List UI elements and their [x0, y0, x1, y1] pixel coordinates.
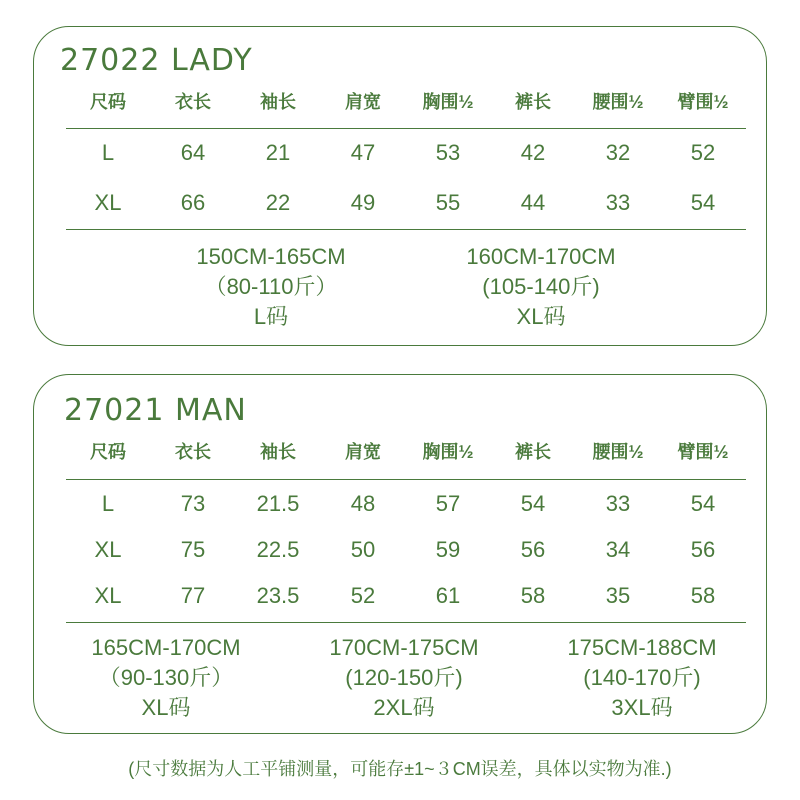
cell: 58: [690, 583, 716, 608]
header-arm: 臂围½: [677, 92, 729, 112]
cell: 22.5: [256, 537, 300, 562]
cell: 55: [435, 190, 461, 215]
cell: 32: [605, 140, 631, 165]
cell: 33: [605, 190, 631, 215]
cell: 54: [690, 491, 716, 516]
cell: 52: [350, 583, 376, 608]
fit-weight: （80-110斤）: [204, 274, 338, 299]
man-fit-xl: [46, 633, 286, 723]
cell: 35: [605, 583, 631, 608]
cell: 58: [520, 583, 546, 608]
cell: 48: [350, 491, 376, 516]
cell: 56: [520, 537, 546, 562]
header-chest: 胸围½: [422, 92, 474, 112]
header-size: 尺码: [90, 92, 126, 112]
cell: 54: [520, 491, 546, 516]
header-size: 尺码: [90, 442, 126, 462]
fit-weight: (120-150斤): [345, 665, 463, 690]
fit-size: L码: [253, 304, 289, 329]
cell: 75: [180, 537, 206, 562]
table-row: [34, 188, 768, 218]
cell: 56: [690, 537, 716, 562]
man-header-divider: [66, 479, 746, 480]
cell: 21: [265, 140, 291, 165]
cell: 44: [520, 190, 546, 215]
cell: 42: [520, 140, 546, 165]
cell: 59: [435, 537, 461, 562]
cell: 54: [690, 190, 716, 215]
cell: 22: [265, 190, 291, 215]
cell: 73: [180, 491, 206, 516]
fit-height: 175CM-188CM: [567, 635, 717, 660]
cell: 52: [690, 140, 716, 165]
header-pants: 裤长: [515, 442, 551, 462]
lady-card-title: 27022 LADY: [60, 43, 253, 78]
fit-height: 150CM-165CM: [196, 244, 346, 269]
cell: 64: [180, 140, 206, 165]
cell: 66: [180, 190, 206, 215]
fit-weight: (140-170斤): [583, 665, 701, 690]
cell: 57: [435, 491, 461, 516]
cell: 47: [350, 140, 376, 165]
measurement-disclaimer: (尺寸数据为人工平铺测量，可能存±1~３CM误差，具体以实物为准.): [128, 759, 672, 779]
cell: XL: [94, 583, 122, 608]
man-header-row: [34, 437, 768, 467]
fit-size: XL码: [141, 695, 191, 720]
header-pants: 裤长: [515, 92, 551, 112]
header-chest: 胸围½: [422, 442, 474, 462]
fit-height: 160CM-170CM: [466, 244, 616, 269]
man-card-title: 27021 MAN: [64, 393, 247, 428]
cell: XL: [94, 190, 122, 215]
cell: 61: [435, 583, 461, 608]
fit-weight: (105-140斤): [482, 274, 600, 299]
cell: 34: [605, 537, 631, 562]
fit-size: 3XL码: [611, 695, 673, 720]
cell: 49: [350, 190, 376, 215]
lady-header-row: [34, 87, 768, 117]
cell: 53: [435, 140, 461, 165]
fit-weight: （90-130斤）: [98, 665, 234, 690]
lady-size-card: [33, 26, 767, 346]
fit-size: 2XL码: [373, 695, 435, 720]
lady-header-divider: [66, 128, 746, 129]
fit-size: XL码: [516, 304, 566, 329]
man-size-card: [33, 374, 767, 734]
header-length: 衣长: [175, 442, 211, 462]
cell: 77: [180, 583, 206, 608]
cell: L: [101, 491, 115, 516]
lady-fit-l: [151, 242, 391, 332]
header-sleeve: 袖长: [260, 442, 296, 462]
header-waist: 腰围½: [592, 92, 644, 112]
table-row: [34, 489, 768, 519]
cell: 33: [605, 491, 631, 516]
header-sleeve: 袖长: [260, 92, 296, 112]
table-row: [34, 535, 768, 565]
cell: XL: [94, 537, 122, 562]
fit-height: 165CM-170CM: [91, 635, 241, 660]
header-arm: 臂围½: [677, 442, 729, 462]
cell: L: [101, 140, 115, 165]
fit-height: 170CM-175CM: [329, 635, 479, 660]
man-fit-2xl: [284, 633, 524, 723]
man-table-bottom-divider: [66, 622, 746, 623]
header-shoulder: 肩宽: [345, 442, 381, 462]
table-row: [34, 581, 768, 611]
lady-fit-xl: [421, 242, 661, 332]
header-shoulder: 肩宽: [345, 92, 381, 112]
cell: 50: [350, 537, 376, 562]
header-length: 衣长: [175, 92, 211, 112]
table-row: [34, 138, 768, 168]
cell: 21.5: [256, 491, 300, 516]
lady-table-bottom-divider: [66, 229, 746, 230]
header-waist: 腰围½: [592, 442, 644, 462]
cell: 23.5: [256, 583, 300, 608]
man-fit-3xl: [522, 633, 762, 723]
